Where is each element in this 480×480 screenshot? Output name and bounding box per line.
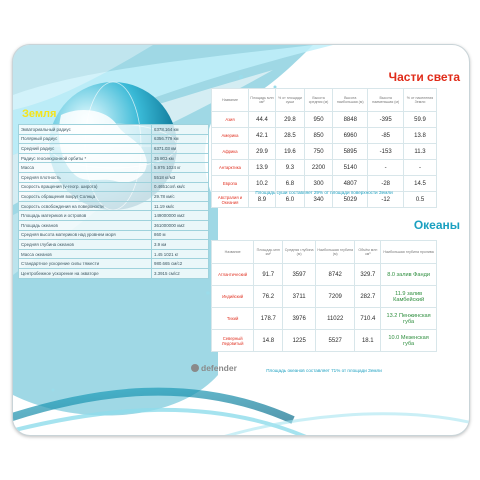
parts-row-cell: 6.8 — [275, 176, 304, 192]
parts-row-name: Европа — [212, 176, 249, 192]
earth-row-label: Площадь океанов — [19, 220, 152, 230]
parts-row — [212, 160, 437, 176]
earth-row-value: 1.45 1021 кг — [152, 249, 209, 259]
earth-row-value: 6378.164 км — [152, 125, 209, 135]
parts-row-cell: 14.5 — [403, 176, 436, 192]
oceans-row-cell: 91.7 — [254, 264, 283, 286]
earth-row-value: 6371.03 км — [152, 144, 209, 154]
parts-row-cell: 5029 — [333, 192, 368, 208]
earth-row-label: Радиус геосинхронной орбиты * — [19, 153, 152, 163]
parts-row-cell: - — [368, 160, 404, 176]
parts-row-cell: 59.9 — [403, 112, 436, 128]
earth-row — [19, 192, 209, 202]
defender-logo: defender — [191, 362, 237, 373]
parts-row-name: Азия — [212, 112, 249, 128]
oceans-row — [212, 286, 437, 308]
earth-row-label: Полярный радиус — [19, 134, 152, 144]
parts-row — [212, 112, 437, 128]
parts-header-cell: Площадь млн км² — [249, 89, 276, 112]
earth-row-value: 860 м — [152, 230, 209, 240]
oceans-row-name: Северный Ледовитый — [212, 330, 254, 352]
parts-note: Площадь суши составляет 29% от площади поверхности Земли — [255, 190, 393, 195]
earth-row-value: 5518 кг/м3 — [152, 172, 209, 182]
earth-row-value: 5.976 1024 кг — [152, 163, 209, 173]
earth-row — [19, 153, 209, 163]
parts-header-cell: Высота наибольшая (м) — [333, 89, 368, 112]
parts-header-cell: % от площади суши — [275, 89, 304, 112]
parts-row-cell: 5895 — [333, 144, 368, 160]
earth-row — [19, 259, 209, 269]
parts-row-cell: -395 — [368, 112, 404, 128]
earth-row-label: Скорость освобождения на поверхности — [19, 201, 152, 211]
oceans-row-cell: 11022 — [315, 308, 355, 330]
defender-logo-icon — [191, 364, 199, 372]
earth-row-value: 11.19 км/с — [152, 201, 209, 211]
parts-row-cell: 44.4 — [249, 112, 276, 128]
oceans-row-cell: 7209 — [315, 286, 355, 308]
oceans-row — [212, 330, 437, 352]
oceans-row-cell: 282.7 — [355, 286, 381, 308]
earth-row — [19, 125, 209, 135]
parts-row-cell: 29.8 — [275, 112, 304, 128]
parts-row-cell: 6960 — [333, 128, 368, 144]
earth-row — [19, 230, 209, 240]
earth-row-label: Экваториальный радиус — [19, 125, 152, 135]
earth-row-label: Средний радиус — [19, 144, 152, 154]
oceans-row-cell: 329.7 — [355, 264, 381, 286]
parts-row-cell: 13.8 — [403, 128, 436, 144]
oceans-row-cell: 3711 — [283, 286, 316, 308]
parts-row-cell: 850 — [304, 128, 332, 144]
oceans-row-cell: 3976 — [283, 308, 316, 330]
parts-row-cell: -153 — [368, 144, 404, 160]
parts-row-cell: 950 — [304, 112, 332, 128]
earth-row — [19, 249, 209, 259]
oceans-row-cell: 8742 — [315, 264, 355, 286]
earth-row-value: 6356.779 км — [152, 134, 209, 144]
oceans-row-cell: 710.4 — [355, 308, 381, 330]
oceans-row-name: Атлантический — [212, 264, 254, 286]
oceans-row — [212, 308, 437, 330]
oceans-row-cell: 14.8 — [254, 330, 283, 352]
earth-row-value: 29.78 км/с — [152, 192, 209, 202]
earth-section-title: Земля — [22, 108, 57, 120]
earth-row-label: Средняя глубина океанов — [19, 240, 152, 250]
earth-row-label: Центробежное ускорение на экваторе — [19, 268, 152, 278]
oceans-row-cell: 8.0 залив Фанди — [381, 264, 437, 286]
parts-row-cell: 340 — [304, 192, 332, 208]
earth-row — [19, 240, 209, 250]
parts-header-cell: Высота наименьшая (м) — [368, 89, 404, 112]
parts-header-cell: Название — [212, 89, 249, 112]
parts-row — [212, 144, 437, 160]
parts-row-cell: 4807 — [333, 176, 368, 192]
earth-row-value: 361000000 км2 — [152, 220, 209, 230]
oceans-note: Площадь океанов составляет 71% от площади Земли — [266, 368, 382, 373]
earth-row-value: 3.3915 см/с2 — [152, 268, 209, 278]
oceans-table — [211, 240, 437, 352]
parts-row-cell: 9.3 — [275, 160, 304, 176]
parts-row-cell: 6.0 — [275, 192, 304, 208]
parts-header-cell: % от населения Земли — [403, 89, 436, 112]
earth-row — [19, 201, 209, 211]
parts-header-cell: Высота средняя (м) — [304, 89, 332, 112]
earth-row-value: 35 803 км — [152, 153, 209, 163]
oceans-header-cell: Название — [212, 241, 254, 264]
parts-row-cell: 8.9 — [249, 192, 276, 208]
earth-row-value: 149000000 км2 — [152, 211, 209, 221]
oceans-row-name: Индийский — [212, 286, 254, 308]
earth-row-label: Средняя плотность — [19, 172, 152, 182]
oceans-row-cell: 3597 — [283, 264, 316, 286]
oceans-row-name: Тихий — [212, 308, 254, 330]
oceans-row-cell: 18.1 — [355, 330, 381, 352]
parts-row-cell: - — [403, 160, 436, 176]
parts-row-name: Америка — [212, 128, 249, 144]
earth-row-label: Стандартное ускорение силы тяжести — [19, 259, 152, 269]
parts-row-cell: 42.1 — [249, 128, 276, 144]
oceans-row-cell: 10.0 Мезенская губа — [381, 330, 437, 352]
parts-row-cell: 5140 — [333, 160, 368, 176]
parts-row-cell: -12 — [368, 192, 404, 208]
parts-row — [212, 128, 437, 144]
oceans-row-cell: 13.2 Пенжинская губа — [381, 308, 437, 330]
earth-row-value: 0.4651cos\ км/с — [152, 182, 209, 192]
earth-row — [19, 268, 209, 278]
earth-row — [19, 211, 209, 221]
parts-row-name: Африка — [212, 144, 249, 160]
earth-row — [19, 220, 209, 230]
oceans-row-cell: 178.7 — [254, 308, 283, 330]
oceans-row-cell: 11.9 залив Камбейский — [381, 286, 437, 308]
earth-row-label: Площадь материков и островов — [19, 211, 152, 221]
oceans-row — [212, 264, 437, 286]
earth-row — [19, 144, 209, 154]
oceans-header-cell: Площадь млн км² — [254, 241, 283, 264]
parts-row-cell: 2200 — [304, 160, 332, 176]
earth-row — [19, 172, 209, 182]
earth-row-label: Скорость вращения (v-геогр. широта) — [19, 182, 152, 192]
parts-section-title: Части света — [388, 70, 460, 84]
parts-row-cell: -28 — [368, 176, 404, 192]
earth-row-value: 980.665 см/с2 — [152, 259, 209, 269]
parts-row-name: Австралия и Океания — [212, 192, 249, 208]
parts-row-cell: -85 — [368, 128, 404, 144]
earth-row-label: Средняя высота материков над уровнем моря — [19, 230, 152, 240]
oceans-header-cell: Средняя глубина (м) — [283, 241, 316, 264]
parts-row-cell: 10.2 — [249, 176, 276, 192]
parts-row-cell: 8848 — [333, 112, 368, 128]
oceans-header-cell: Наибольшая глубина (м) — [315, 241, 355, 264]
parts-row-cell: 13.9 — [249, 160, 276, 176]
earth-row — [19, 163, 209, 173]
oceans-header-cell: Наибольшая глубина пролива — [381, 241, 437, 264]
oceans-section-title: Океаны — [413, 218, 460, 232]
oceans-row-cell: 76.2 — [254, 286, 283, 308]
earth-row — [19, 134, 209, 144]
earth-row-label: Масса океанов — [19, 249, 152, 259]
parts-row-cell: 28.5 — [275, 128, 304, 144]
earth-row-value: 3.9 км — [152, 240, 209, 250]
earth-row-label: Масса — [19, 163, 152, 173]
parts-row-name: Антарктика — [212, 160, 249, 176]
earth-row-label: Скорость обращения вокруг Солнца — [19, 192, 152, 202]
earth-row — [19, 182, 209, 192]
parts-row-cell: 19.6 — [275, 144, 304, 160]
earth-data-table — [18, 124, 209, 279]
parts-row-cell: 0.5 — [403, 192, 436, 208]
parts-row-cell: 300 — [304, 176, 332, 192]
parts-row-cell: 11.3 — [403, 144, 436, 160]
oceans-header-cell: Объём млн км³ — [355, 241, 381, 264]
parts-row-cell: 29.9 — [249, 144, 276, 160]
oceans-row-cell: 5527 — [315, 330, 355, 352]
oceans-row-cell: 1225 — [283, 330, 316, 352]
parts-row-cell: 750 — [304, 144, 332, 160]
